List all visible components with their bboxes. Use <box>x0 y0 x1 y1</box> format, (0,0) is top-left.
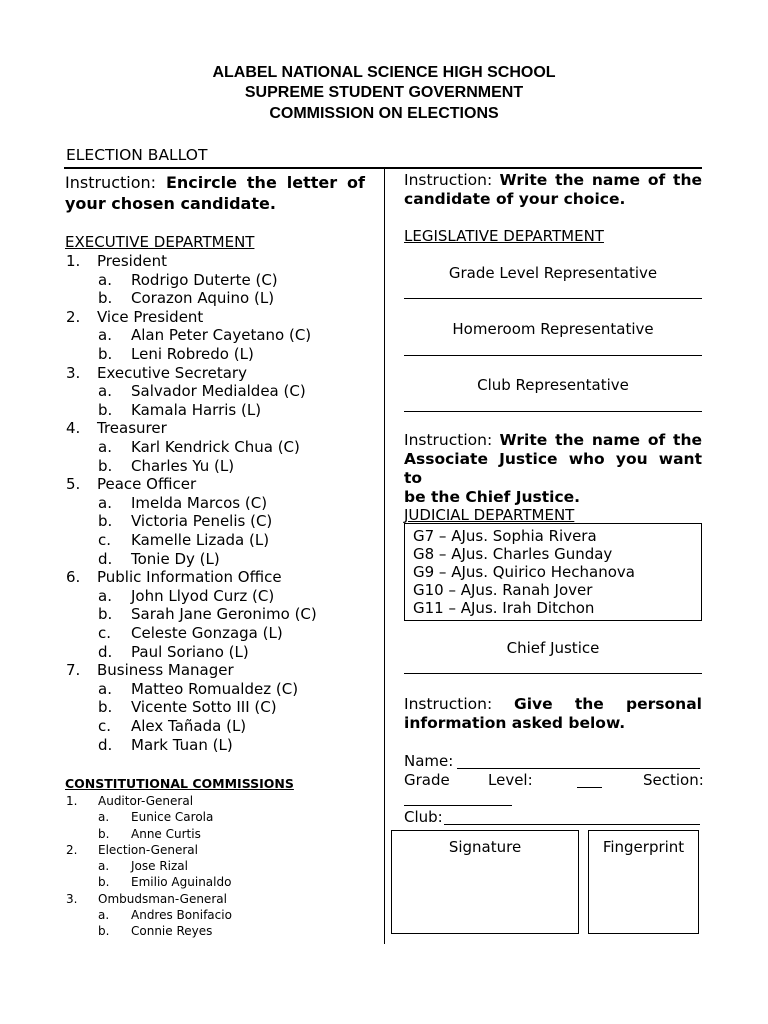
instruction2-text-line3: be the Chief Justice. <box>404 488 581 506</box>
candidate-option[interactable]: Celeste Gonzaga (L) <box>131 624 283 642</box>
candidate-option[interactable]: Mark Tuan (L) <box>131 736 233 754</box>
level-label: Level: <box>488 771 533 789</box>
grade-level-rep-blank[interactable] <box>404 298 702 299</box>
instruction3-text-line2: information asked below. <box>404 714 626 732</box>
candidate-option[interactable]: Corazon Aquino (L) <box>131 289 275 307</box>
candidate-option[interactable]: John Llyod Curz (C) <box>131 587 275 605</box>
commission-candidate-option[interactable]: Eunice Carola <box>131 810 214 824</box>
justice-g10: G10 – AJus. Ranah Jover <box>413 581 593 599</box>
candidate-option[interactable]: Tonie Dy (L) <box>131 550 220 568</box>
candidate-option[interactable]: Rodrigo Duterte (C) <box>131 271 278 289</box>
commission-title: Ombudsman-General <box>98 892 227 906</box>
candidate-option-marker[interactable]: b. <box>98 605 113 623</box>
commission-candidate-option[interactable]: Anne Curtis <box>131 827 201 841</box>
section-field[interactable] <box>404 805 512 806</box>
office-title: Business Manager <box>97 661 234 679</box>
candidate-option[interactable]: Kamala Harris (L) <box>131 401 262 419</box>
commission-candidate-option-marker[interactable]: a. <box>98 908 110 922</box>
fingerprint-box[interactable] <box>588 830 699 934</box>
candidate-option[interactable]: Alan Peter Cayetano (C) <box>131 326 312 344</box>
signature-label: Signature <box>448 838 522 856</box>
grade-level-field[interactable] <box>577 787 602 788</box>
candidate-option-marker[interactable]: a. <box>98 382 112 400</box>
instruction2-text-line2: Associate Justice who you want to <box>404 450 702 487</box>
candidate-option-marker[interactable]: c. <box>98 531 112 549</box>
commission-candidate-option[interactable]: Emilio Aguinaldo <box>131 875 232 889</box>
judicial-department-heading: JUDICIAL DEPARTMENT <box>404 506 575 524</box>
legislative-department-heading: LEGISLATIVE DEPARTMENT <box>404 227 604 245</box>
club-field[interactable] <box>444 824 700 825</box>
instruction2-label: Instruction: <box>404 431 493 449</box>
candidate-option-marker[interactable]: b. <box>98 457 113 475</box>
commission-title-marker: 3. <box>66 892 78 906</box>
instruction1-text-line1: Write the name of the <box>499 171 702 189</box>
candidate-option[interactable]: Karl Kendrick Chua (C) <box>131 438 300 456</box>
office-title-marker: 7. <box>66 661 81 679</box>
instruction-text-line2: your chosen candidate. <box>65 194 276 213</box>
commission-title: Election-General <box>98 843 198 857</box>
commission-title-marker: 1. <box>66 794 78 808</box>
legislative-instruction <box>404 171 702 209</box>
office-title-marker: 6. <box>66 568 81 586</box>
chief-justice-blank[interactable] <box>404 673 702 674</box>
candidate-option-marker[interactable]: d. <box>98 643 113 661</box>
column-divider <box>384 168 385 944</box>
office-title-marker: 2. <box>66 308 81 326</box>
ballot-title: ELECTION BALLOT <box>66 146 208 164</box>
executive-department-heading: EXECUTIVE DEPARTMENT <box>65 233 255 251</box>
commission-candidate-option-marker[interactable]: b. <box>98 827 110 841</box>
club-rep-blank[interactable] <box>404 411 702 412</box>
candidate-option-marker[interactable]: b. <box>98 512 113 530</box>
candidate-option-marker[interactable]: b. <box>98 345 113 363</box>
instruction3-label: Instruction: <box>404 695 493 713</box>
justice-g11: G11 – AJus. Irah Ditchon <box>413 599 595 617</box>
homeroom-rep-blank[interactable] <box>404 355 702 356</box>
candidate-option-marker[interactable]: b. <box>98 289 113 307</box>
office-title: Treasurer <box>97 419 167 437</box>
candidate-option-marker[interactable]: a. <box>98 271 112 289</box>
office-title-marker: 3. <box>66 364 81 382</box>
personal-info-instruction <box>404 695 702 733</box>
candidate-option-marker[interactable]: c. <box>98 624 112 642</box>
office-title: Peace Officer <box>97 475 197 493</box>
commission-title: Auditor-General <box>98 794 194 808</box>
justice-g9: G9 – AJus. Quirico Hechanova <box>413 563 635 581</box>
office-title: President <box>97 252 167 270</box>
candidate-option-marker[interactable]: a. <box>98 680 112 698</box>
instruction-label: Instruction: <box>65 173 157 192</box>
candidate-option[interactable]: Leni Robredo (L) <box>131 345 254 363</box>
candidate-option[interactable]: Alex Tañada (L) <box>131 717 247 735</box>
commission-candidate-option-marker[interactable]: b. <box>98 875 110 889</box>
judicial-instruction <box>404 431 702 507</box>
candidate-option-marker[interactable]: b. <box>98 698 113 716</box>
office-title: Public Information Office <box>97 568 282 586</box>
candidate-option-marker[interactable]: d. <box>98 550 113 568</box>
name-field[interactable] <box>457 768 700 769</box>
school-name: ALABEL NATIONAL SCIENCE HIGH SCHOOL <box>212 64 556 81</box>
grade-label: Grade <box>404 771 450 789</box>
office-title-marker: 5. <box>66 475 81 493</box>
candidate-option[interactable]: Imelda Marcos (C) <box>131 494 268 512</box>
instruction2-text-line1: Write the name of the <box>499 431 702 449</box>
commission-candidate-option-marker[interactable]: b. <box>98 924 110 938</box>
office-title: Vice President <box>97 308 204 326</box>
left-instruction <box>65 172 365 214</box>
candidate-option[interactable]: Salvador Medialdea (C) <box>131 382 306 400</box>
commission-candidate-option[interactable]: Jose Rizal <box>131 859 188 873</box>
candidate-option-marker[interactable]: d. <box>98 736 113 754</box>
commission-name: COMMISSION ON ELECTIONS <box>269 105 499 122</box>
justice-g8: G8 – AJus. Charles Gunday <box>413 545 613 563</box>
candidate-option-marker[interactable]: a. <box>98 438 112 456</box>
candidate-option-marker[interactable]: c. <box>98 717 112 735</box>
organization-name: SUPREME STUDENT GOVERNMENT <box>244 84 524 101</box>
candidate-option-marker[interactable]: b. <box>98 401 113 419</box>
candidate-option-marker[interactable]: a. <box>98 587 112 605</box>
section-label: Section: <box>643 771 704 789</box>
club-label: Club: <box>404 808 443 826</box>
chief-justice-label: Chief Justice <box>506 639 600 657</box>
candidate-option[interactable]: Matteo Romualdez (C) <box>131 680 299 698</box>
office-title: Executive Secretary <box>97 364 247 382</box>
instruction3-text-line1: Give the personal <box>513 695 702 713</box>
instruction-text-line1: Encircle the letter of <box>165 173 365 192</box>
instruction1-text-line2: candidate of your choice. <box>404 190 626 208</box>
instruction1-label: Instruction: <box>404 171 493 189</box>
candidate-option[interactable]: Paul Soriano (L) <box>131 643 249 661</box>
candidate-option-marker[interactable]: a. <box>98 326 112 344</box>
homeroom-rep-label: Homeroom Representative <box>452 320 654 338</box>
name-label: Name: <box>404 752 454 770</box>
candidate-option[interactable]: Kamelle Lizada (L) <box>131 531 270 549</box>
signature-box[interactable] <box>391 830 579 934</box>
office-title-marker: 1. <box>66 252 81 270</box>
grade-level-rep-label: Grade Level Representative <box>448 264 658 282</box>
header-rule <box>64 167 702 169</box>
club-rep-label: Club Representative <box>477 376 629 394</box>
commission-candidate-option-marker[interactable]: a. <box>98 859 110 873</box>
candidate-option[interactable]: Charles Yu (L) <box>131 457 235 475</box>
candidate-option[interactable]: Victoria Penelis (C) <box>131 512 273 530</box>
candidate-option-marker[interactable]: a. <box>98 494 112 512</box>
office-title-marker: 4. <box>66 419 81 437</box>
commission-candidate-option[interactable]: Andres Bonifacio <box>131 908 232 922</box>
fingerprint-label: Fingerprint <box>602 838 685 856</box>
associate-justices-box <box>404 523 702 621</box>
commission-candidate-option[interactable]: Connie Reyes <box>131 924 213 938</box>
commission-candidate-option-marker[interactable]: a. <box>98 810 110 824</box>
candidate-option[interactable]: Vicente Sotto III (C) <box>131 698 277 716</box>
commission-title-marker: 2. <box>66 843 78 857</box>
justice-g7: G7 – AJus. Sophia Rivera <box>413 527 597 545</box>
constitutional-commissions-heading: CONSTITUTIONAL COMMISSIONS <box>65 776 294 791</box>
candidate-option[interactable]: Sarah Jane Geronimo (C) <box>131 605 317 623</box>
